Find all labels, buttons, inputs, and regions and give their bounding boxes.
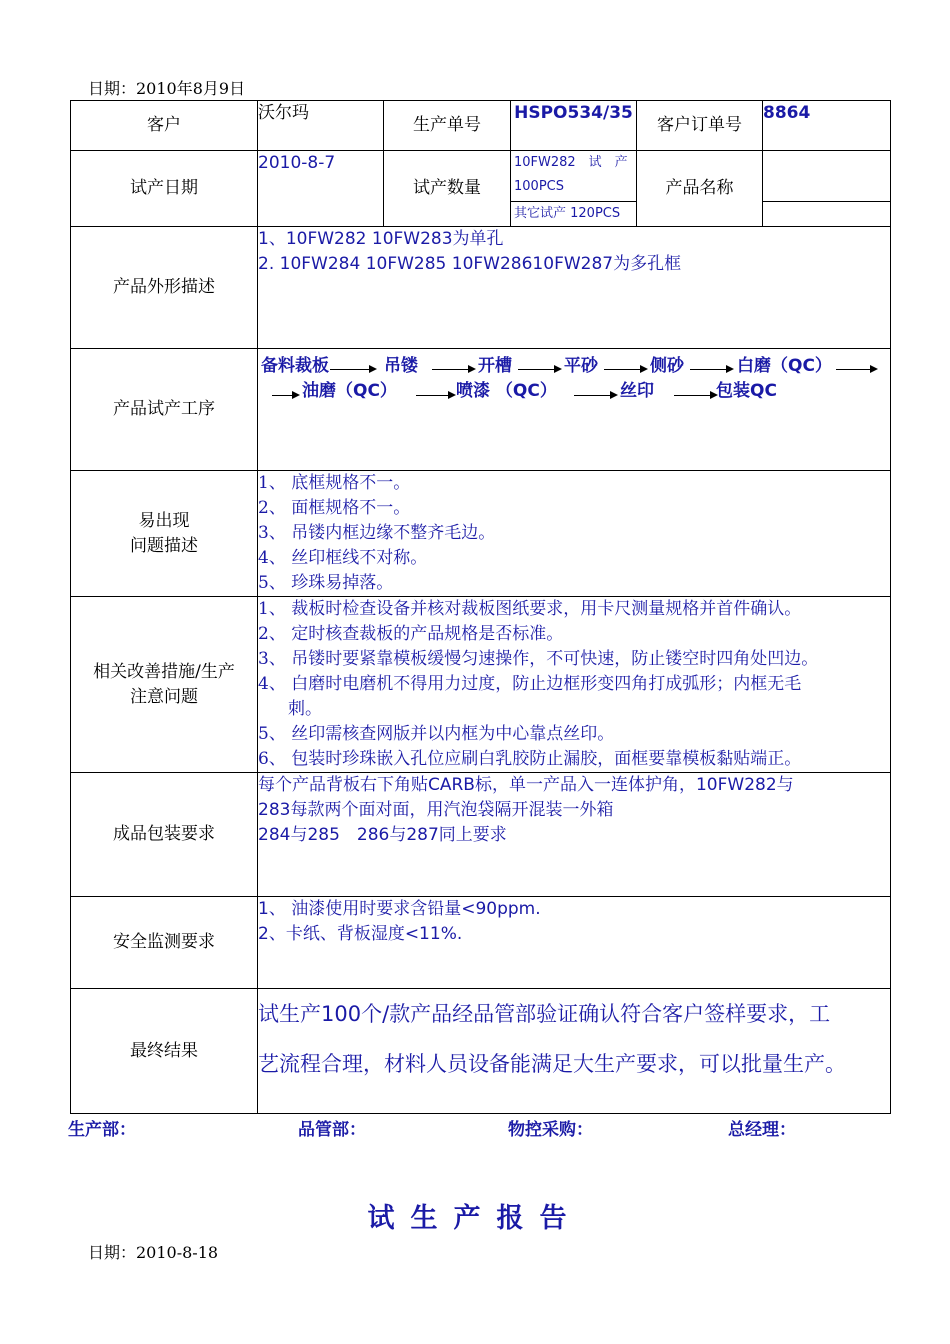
row-packing: [71, 773, 891, 897]
trial-qty-line2: 100PCS: [514, 179, 564, 194]
improvements-label-line2: 注意问题: [130, 686, 198, 707]
product-name-label: 产品名称: [637, 151, 763, 227]
row-trial: [71, 151, 891, 227]
arrow-icon: [272, 395, 298, 396]
row-process: [71, 349, 891, 471]
customer-value: 沃尔玛: [258, 101, 384, 151]
production-order-value: HSPO534/35: [511, 101, 637, 151]
arrow-icon: [604, 369, 646, 370]
customer-order-label: 客户订单号: [637, 101, 763, 151]
final-line: 艺流程合理，材料人员设备能满足大生产要求，可以批量生产。: [258, 1052, 846, 1076]
row-final: [71, 989, 891, 1114]
trial-production-table: [70, 100, 891, 1114]
arrow-icon: [836, 369, 876, 370]
appearance-value: [258, 227, 891, 349]
problem-item: 1、 底框规格不一。: [258, 473, 411, 493]
packing-line: 每个产品背板右下角贴CARB标，单一产品入一连体护角，10FW282与: [258, 775, 794, 795]
improvement-item: 刺。: [288, 699, 322, 719]
trial-date-value: 2010-8-7: [258, 151, 384, 227]
problem-item: 2、 面框规格不一。: [258, 498, 411, 518]
row-improvements: [71, 597, 891, 773]
safety-label: 安全监测要求: [71, 897, 258, 989]
process-flow: [258, 349, 891, 471]
problems-label: [71, 471, 258, 597]
trial-qty-other: 其它试产 120PCS: [514, 206, 621, 221]
problem-item: 3、 吊镂内框边缘不整齐毛边。: [258, 523, 496, 543]
problems-label-line1: 易出现: [138, 510, 190, 531]
final-label: 最终结果: [71, 989, 258, 1114]
final-line: 试生产100个/款产品经品管部验证确认符合客户签样要求，工: [258, 1002, 831, 1026]
process-step: 平砂: [564, 356, 598, 376]
process-step: 白磨（QC）: [737, 356, 832, 376]
improvement-item: 6、 包装时珍珠嵌入孔位应刷白乳胶防止漏胶，面框要靠模板黏贴端正。: [258, 749, 802, 769]
process-step: 丝印: [620, 381, 654, 401]
arrow-icon: [330, 369, 375, 370]
packing-label: 成品包装要求: [71, 773, 258, 897]
improvement-item: 5、 丝印需核查网版并以内框为中心靠点丝印。: [258, 724, 615, 744]
packing-line: 283每款两个面对面，用汽泡袋隔开混装一外箱: [258, 800, 614, 820]
trial-date-label: 试产日期: [71, 151, 258, 227]
final-value: [258, 989, 891, 1114]
sign-procurement: 物控采购：: [508, 1120, 593, 1140]
sign-production: 生产部：: [68, 1120, 136, 1140]
footer-date: 日期：2010-8-18: [88, 1243, 219, 1262]
row-appearance: [71, 227, 891, 349]
problem-item: 4、 丝印框线不对称。: [258, 548, 428, 568]
improvements-list: [258, 597, 891, 773]
problems-list: [258, 471, 891, 597]
report-title: 试生产报告: [367, 1203, 583, 1234]
header-date: 日期：2010年8月9日: [88, 79, 246, 98]
trial-qty-line1: 10FW282 试 产: [514, 155, 628, 170]
arrow-icon: [674, 395, 716, 396]
product-name-value: [763, 151, 890, 202]
production-order-label: 生产单号: [384, 101, 511, 151]
arrow-icon: [518, 369, 560, 370]
packing-line: 284与285 286与287同上要求: [258, 825, 507, 845]
customer-order-value: 8864: [763, 101, 891, 151]
process-step: 开槽: [478, 356, 512, 376]
trial-qty-label: 试产数量: [384, 151, 511, 227]
process-step: 喷漆 （QC）: [456, 381, 557, 401]
improvement-item: 4、 白磨时电磨机不得用力过度，防止边框形变四角打成弧形；内框无毛: [258, 674, 802, 694]
safety-line: 1、 油漆使用时要求含铅量<90ppm.: [258, 899, 541, 919]
sign-manager: 总经理：: [728, 1120, 796, 1140]
arrow-icon: [574, 395, 616, 396]
row-customer: [71, 101, 891, 151]
improvements-label-line1: 相关改善措施/生产: [93, 661, 235, 682]
arrow-icon: [690, 369, 732, 370]
improvement-item: 1、 裁板时检查设备并核对裁板图纸要求，用卡尺测量规格并首件确认。: [258, 599, 802, 619]
process-step: 备料裁板: [261, 356, 329, 376]
safety-line: 2、卡纸、背板湿度<11%.: [258, 924, 463, 944]
process-step: 包装QC: [716, 381, 777, 401]
process-label: 产品试产工序: [71, 349, 258, 471]
safety-value: [258, 897, 891, 989]
process-step: 侧砂: [650, 356, 684, 376]
improvement-item: 3、 吊镂时要紧靠模板缓慢匀速操作，不可快速，防止镂空时四角处凹边。: [258, 649, 819, 669]
process-step: 油磨（QC）: [302, 381, 397, 401]
appearance-line: 1、10FW282 10FW283为单孔: [258, 229, 504, 249]
row-safety: [71, 897, 891, 989]
packing-value: [258, 773, 891, 897]
improvements-label: [71, 597, 258, 773]
arrow-icon: [416, 395, 454, 396]
problem-item: 5、 珍珠易掉落。: [258, 573, 394, 593]
product-name-cell: [763, 151, 891, 227]
customer-label: 客户: [71, 101, 258, 151]
appearance-line: 2. 10FW284 10FW285 10FW28610FW287为多孔框: [258, 254, 682, 274]
process-step: 吊镂: [384, 356, 418, 376]
trial-qty-cell: [511, 151, 637, 227]
row-problems: [71, 471, 891, 597]
improvement-item: 2、 定时核查裁板的产品规格是否标准。: [258, 624, 564, 644]
problems-label-line2: 问题描述: [130, 535, 198, 556]
arrow-icon: [432, 369, 474, 370]
sign-quality: 品管部：: [298, 1120, 366, 1140]
appearance-label: 产品外形描述: [71, 227, 258, 349]
